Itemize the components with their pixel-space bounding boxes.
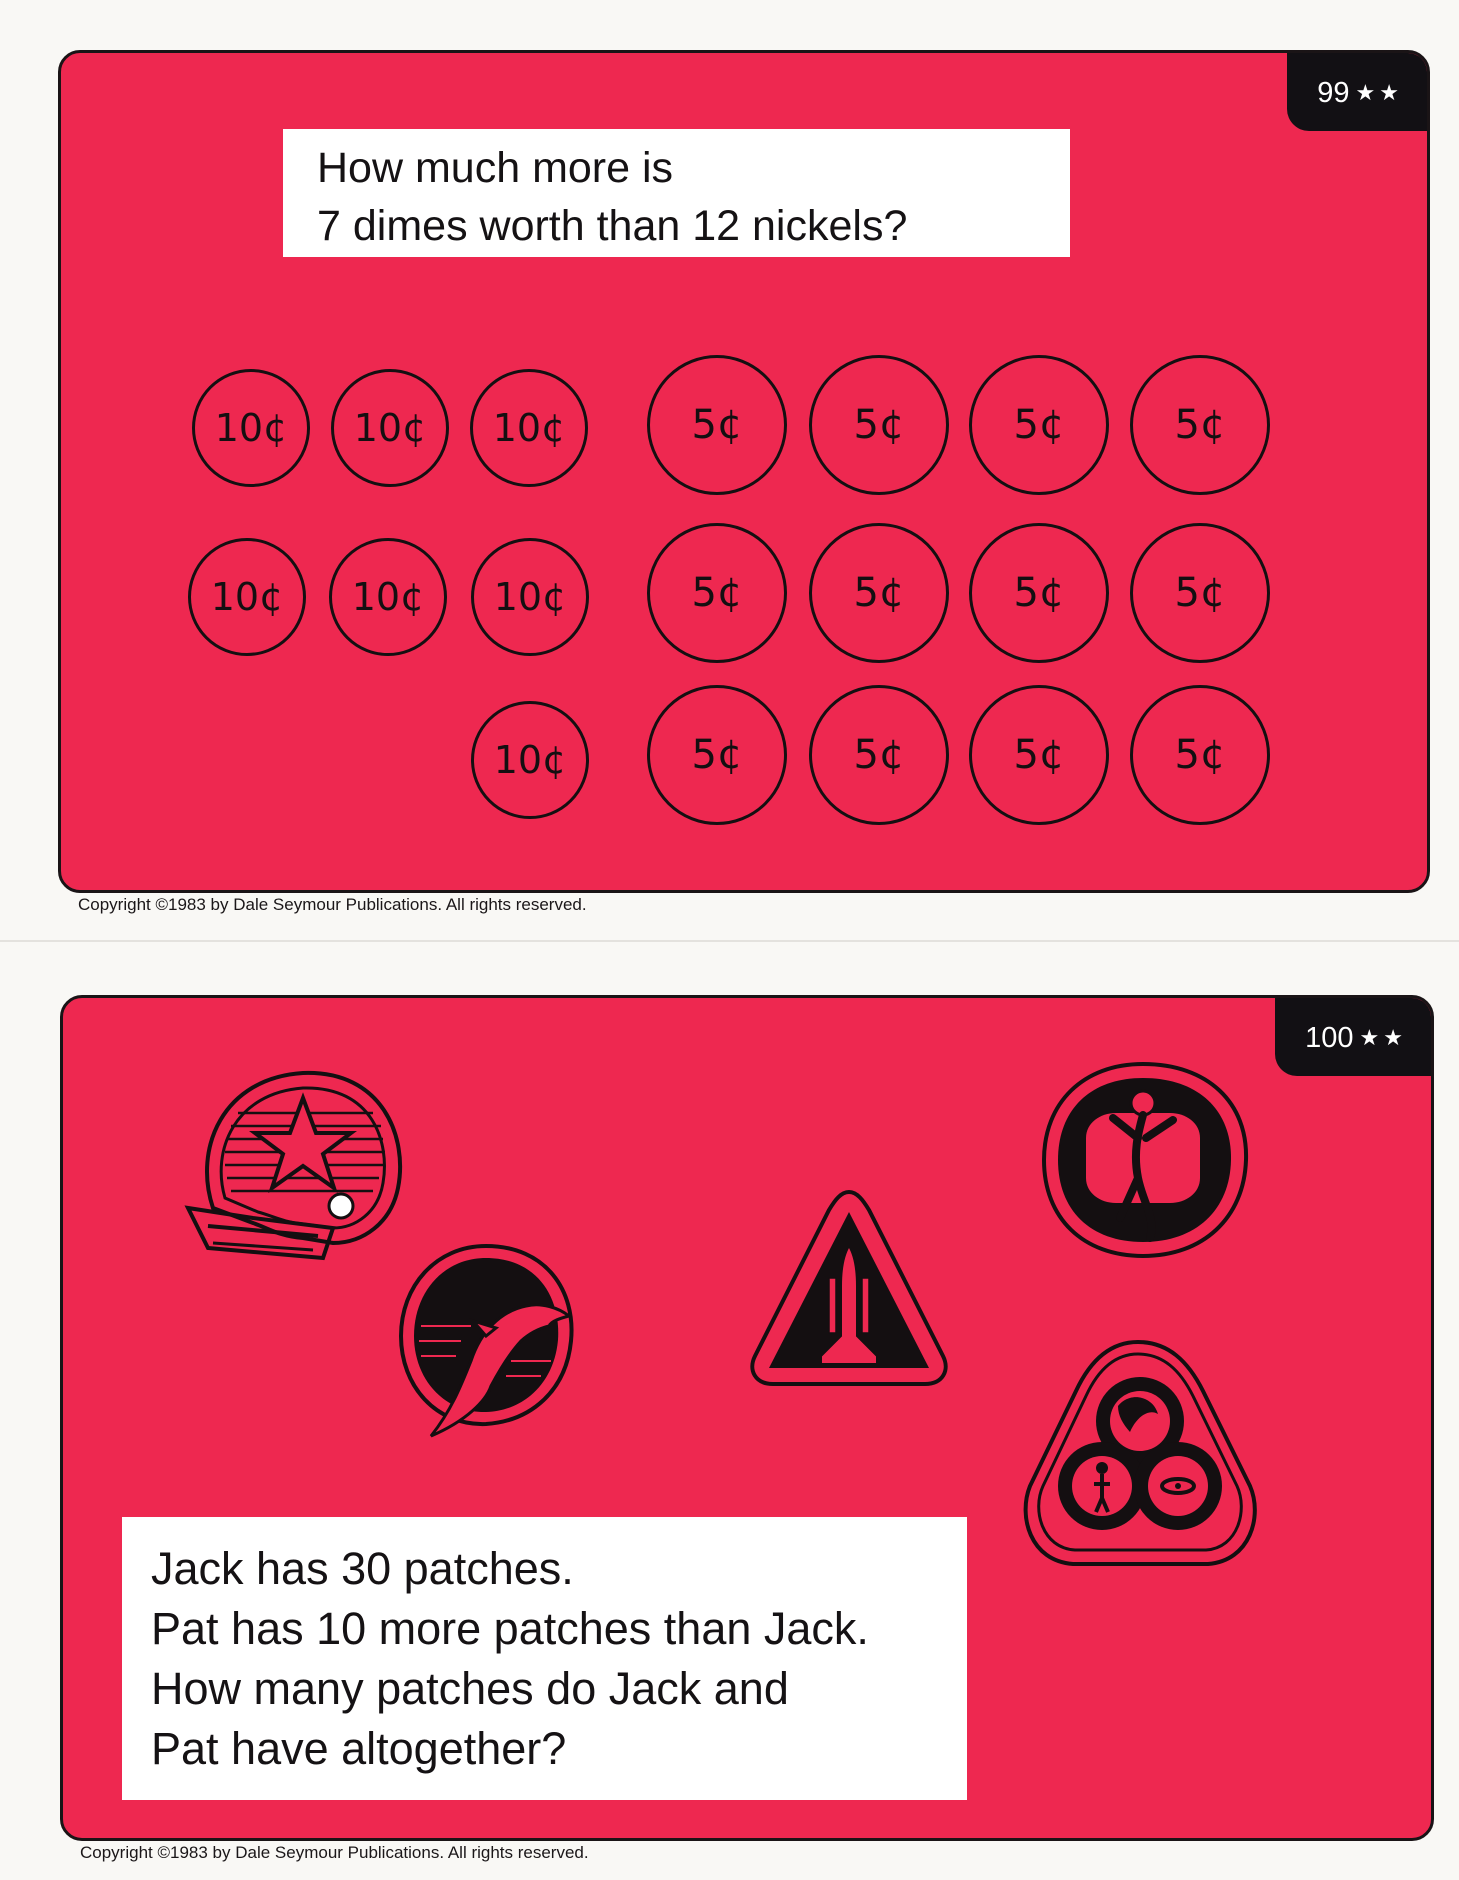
nickel-coin: 5¢ xyxy=(969,685,1109,825)
difficulty-stars: ★★ xyxy=(1359,1025,1407,1050)
nickel-coin: 5¢ xyxy=(809,685,949,825)
nickel-coin: 5¢ xyxy=(809,523,949,663)
dancer-icon xyxy=(1038,1058,1253,1263)
card-divider xyxy=(0,940,1459,942)
dime-coin: 10¢ xyxy=(192,369,310,487)
question-line: Pat have altogether? xyxy=(151,1723,567,1774)
copyright-text: Copyright ©1983 by Dale Seymour Publications. All rights reserved. xyxy=(78,895,587,914)
nickel-coin: 5¢ xyxy=(647,523,787,663)
question-line: How much more is xyxy=(317,144,674,192)
dolphin-icon xyxy=(391,1236,581,1446)
nickel-coin: 5¢ xyxy=(1130,523,1270,663)
nickel-coin: 5¢ xyxy=(1130,355,1270,495)
copyright-text: Copyright ©1983 by Dale Seymour Publications. All rights reserved. xyxy=(80,1843,589,1862)
nickel-coin: 5¢ xyxy=(1130,685,1270,825)
dime-coin: 10¢ xyxy=(470,369,588,487)
question-box xyxy=(283,129,1070,257)
dime-coin: 10¢ xyxy=(188,538,306,656)
question-line: Jack has 30 patches. xyxy=(151,1543,574,1594)
question-line: How many patches do Jack and xyxy=(151,1663,789,1714)
problem-card-99 xyxy=(58,50,1430,893)
card-number-badge xyxy=(1275,996,1433,1076)
football-helmet-icon xyxy=(183,1058,423,1268)
nickel-coin: 5¢ xyxy=(647,355,787,495)
nickel-coin: 5¢ xyxy=(647,685,787,825)
nickel-coin: 5¢ xyxy=(969,355,1109,495)
problem-card-100 xyxy=(60,995,1434,1841)
space-shuttle-icon xyxy=(745,1186,953,1394)
dime-coin: 10¢ xyxy=(471,701,589,819)
nickel-coin: 5¢ xyxy=(969,523,1109,663)
card-number-badge xyxy=(1287,51,1429,131)
dime-coin: 10¢ xyxy=(329,538,447,656)
card-number: 100 xyxy=(1305,1022,1354,1054)
card-number: 99 xyxy=(1317,77,1350,109)
dime-coin: 10¢ xyxy=(471,538,589,656)
difficulty-stars: ★★ xyxy=(1355,80,1403,105)
question-line: Pat has 10 more patches than Jack. xyxy=(151,1603,869,1654)
question-box xyxy=(122,1517,967,1800)
trefoil-icon xyxy=(1018,1336,1263,1576)
nickel-coin: 5¢ xyxy=(809,355,949,495)
question-line: 7 dimes worth than 12 nickels? xyxy=(317,202,908,250)
dime-coin: 10¢ xyxy=(331,369,449,487)
